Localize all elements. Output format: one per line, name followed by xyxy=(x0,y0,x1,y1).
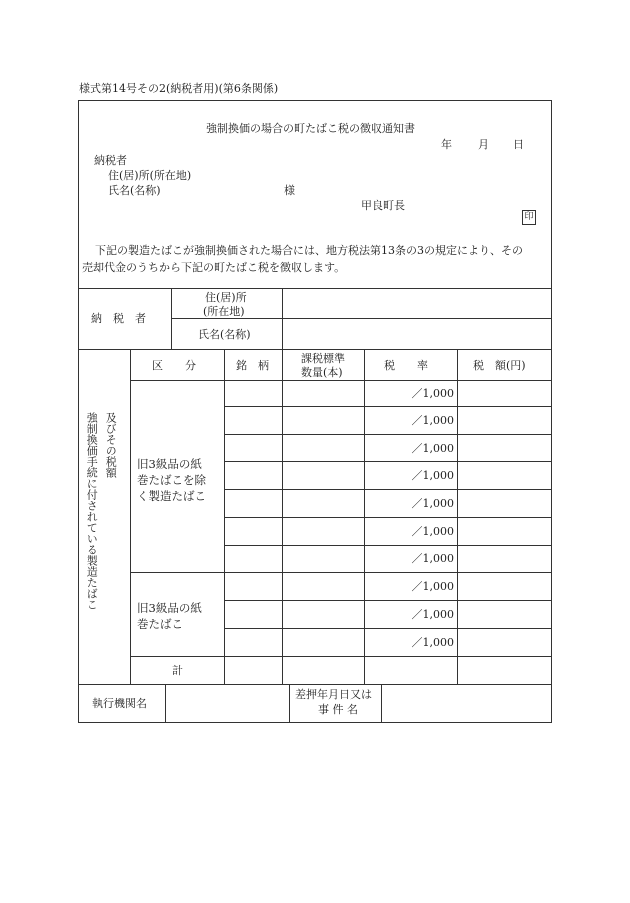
tax-rate-cell: ／1,000 xyxy=(411,414,454,427)
date-month: 月 xyxy=(478,138,489,151)
category-group-2-line-2: 巻たばこ xyxy=(137,617,183,631)
category-group-2-line-1: 旧3級品の紙 xyxy=(137,601,202,615)
column-header-brand: 銘 柄 xyxy=(236,359,269,372)
rule xyxy=(78,288,552,289)
category-group-1-line-1: 旧3級品の紙 xyxy=(137,457,202,471)
rule xyxy=(381,684,382,723)
rule xyxy=(289,684,290,723)
seal-mark: 印 xyxy=(522,210,536,225)
address-cell-line-2: (所在地) xyxy=(203,305,245,318)
rule xyxy=(165,684,166,723)
column-header-quantity-1: 課税標準 xyxy=(301,352,345,365)
rule xyxy=(224,406,552,407)
notice-title: 強制換価の場合の町たばこ税の徴収通知書 xyxy=(206,122,415,135)
rule xyxy=(78,349,552,350)
rule xyxy=(224,545,552,546)
rule xyxy=(282,349,283,684)
category-group-1-line-3: く製造たばこ xyxy=(137,489,206,503)
column-header-amount: 税 額(円) xyxy=(473,359,526,372)
rule xyxy=(282,288,283,349)
date-year: 年 xyxy=(441,138,452,151)
tax-rate-cell: ／1,000 xyxy=(411,387,454,400)
tax-rate-cell: ／1,000 xyxy=(411,525,454,538)
column-header-quantity-2: 数量(本) xyxy=(301,366,343,379)
address-cell-line-1: 住(居)所 xyxy=(205,291,247,304)
rule xyxy=(224,461,552,462)
category-group-1-line-2: 巻たばこを除 xyxy=(137,473,206,487)
seizure-date-line-1: 差押年月日又は xyxy=(295,688,372,701)
tax-rate-cell: ／1,000 xyxy=(411,636,454,649)
rule xyxy=(130,656,552,657)
tax-rate-cell: ／1,000 xyxy=(411,497,454,510)
total-label: 計 xyxy=(172,664,183,677)
rule xyxy=(171,288,172,349)
rule xyxy=(224,489,552,490)
issuer: 甲良町長 xyxy=(361,199,405,212)
name-cell: 氏名(名称) xyxy=(198,328,251,341)
rule xyxy=(224,517,552,518)
column-header-category: 区 分 xyxy=(152,359,196,372)
rule xyxy=(224,628,552,629)
rule xyxy=(224,600,552,601)
honorific: 様 xyxy=(284,184,295,197)
column-header-rate: 税 率 xyxy=(384,359,428,372)
taxpayer-label: 納税者 xyxy=(94,154,127,167)
rule xyxy=(457,349,458,684)
seizure-date-line-2: 事 件 名 xyxy=(318,703,358,716)
rule xyxy=(224,434,552,435)
rule xyxy=(130,380,552,381)
address-label: 住(居)所(所在地) xyxy=(108,169,192,182)
tax-rate-cell: ／1,000 xyxy=(411,442,454,455)
tax-rate-cell: ／1,000 xyxy=(411,608,454,621)
rule xyxy=(364,349,365,684)
side-label-inner: 及びその税額 xyxy=(104,412,118,478)
side-label-outer: 強制換価手続に付されている製造たばこ xyxy=(85,412,99,610)
body-line-2: 売却代金のうちから下記の町たばこ税を徴収します。 xyxy=(82,261,346,274)
taxpayer-header: 納 税 者 xyxy=(91,312,146,325)
rule xyxy=(78,684,552,685)
rule xyxy=(130,572,552,573)
agency-label: 執行機関名 xyxy=(92,697,147,710)
name-label: 氏名(名称) xyxy=(108,184,161,197)
tax-rate-cell: ／1,000 xyxy=(411,469,454,482)
date-day: 日 xyxy=(513,138,524,151)
form-number: 様式第14号その2(納税者用)(第6条関係) xyxy=(79,82,279,95)
body-line-1: 下記の製造たばこが強制換価された場合には、地方税法第13条の3の規定により、その xyxy=(95,244,523,257)
rule xyxy=(130,349,131,684)
tax-rate-cell: ／1,000 xyxy=(411,552,454,565)
tax-rate-cell: ／1,000 xyxy=(411,580,454,593)
rule xyxy=(224,349,225,684)
